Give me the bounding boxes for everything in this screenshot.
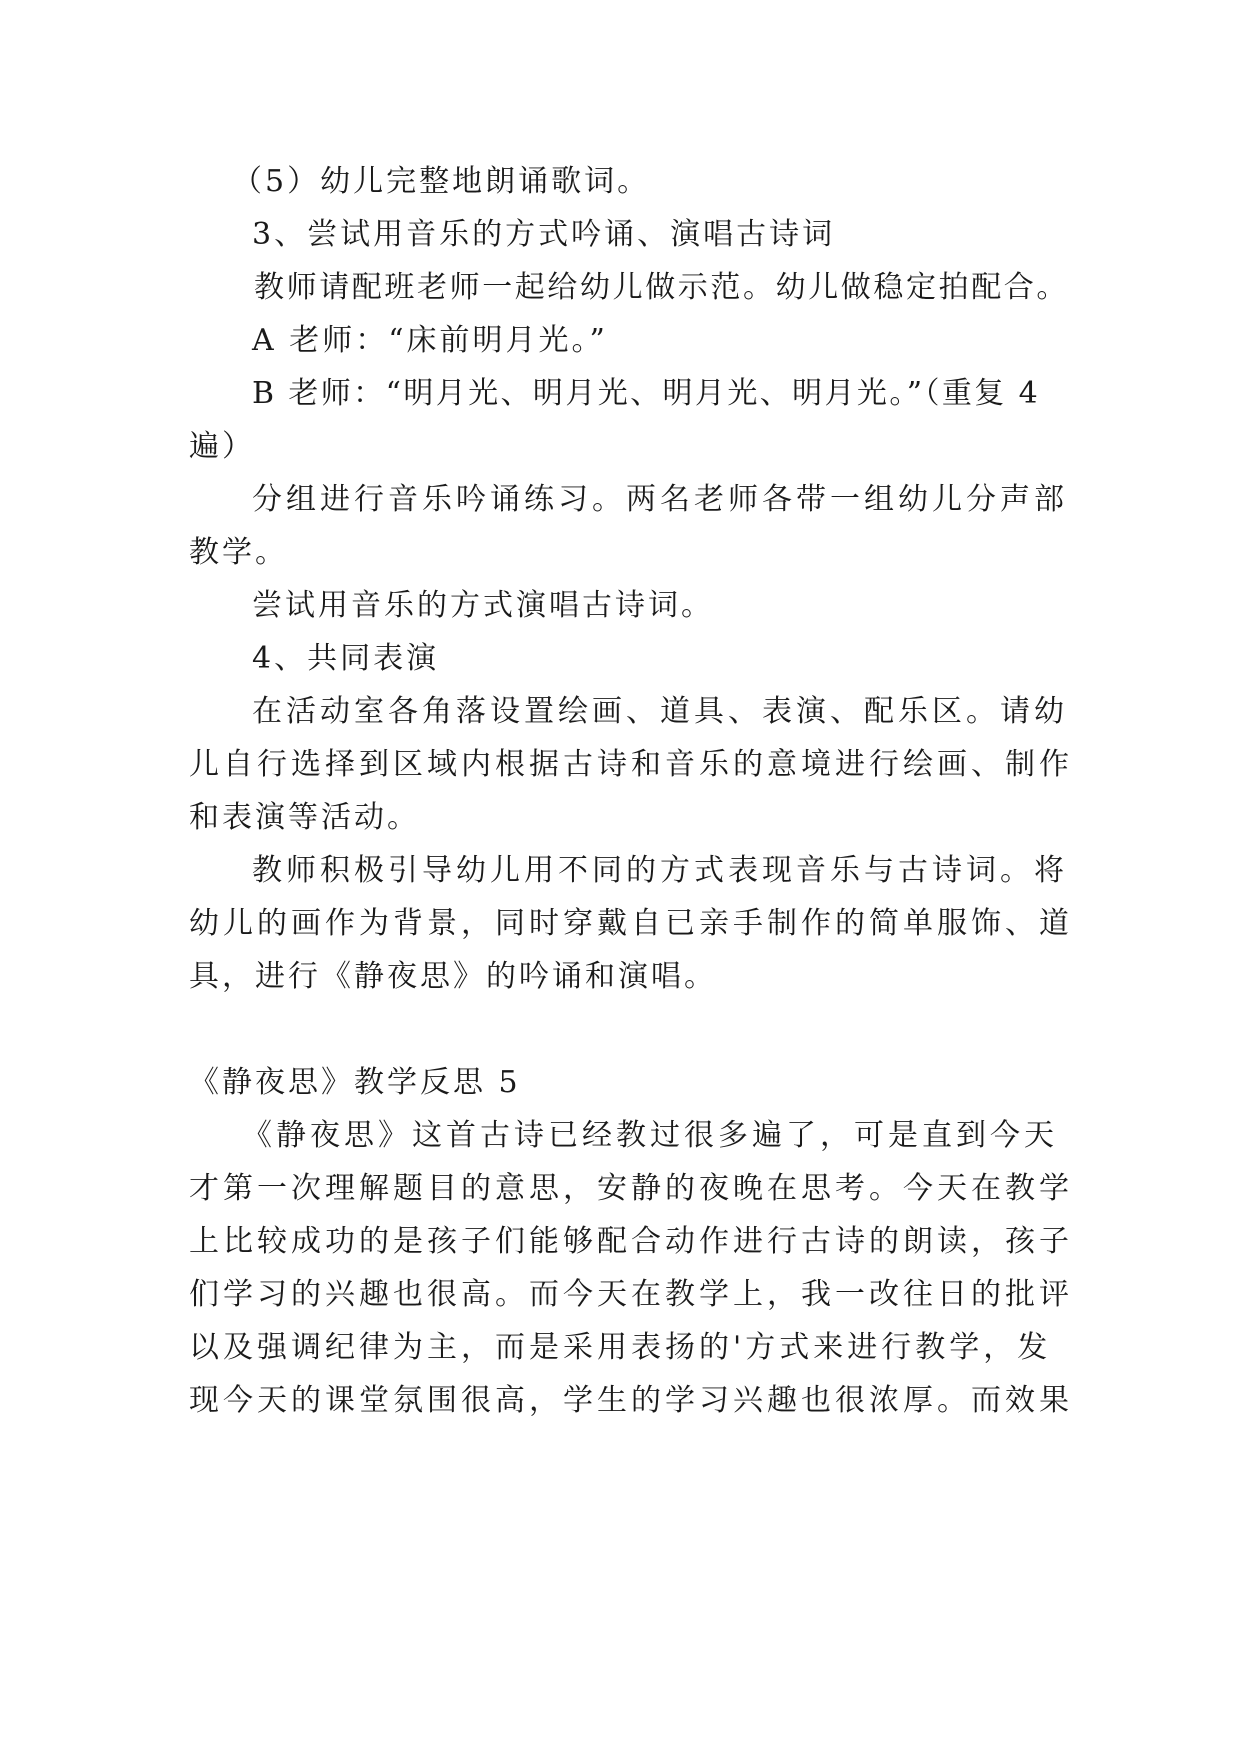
section-title: 《静夜思》教学反思 5 — [189, 1065, 521, 1100]
text-line: 们学习的兴趣也很高。而今天在教学上，我一改往日的批评 — [189, 1277, 1073, 1312]
text-line: 《静夜思》这首古诗已经教过很多遍了，可是直到今天 — [242, 1118, 1058, 1153]
text-line: 现今天的课堂氛围很高，学生的学习兴趣也很浓厚。而效果 — [189, 1383, 1073, 1418]
section-heading: 4、共同表演 — [252, 641, 440, 676]
text-line: 幼儿的画作为背景，同时穿戴自已亲手制作的简单服饰、道 — [189, 906, 1073, 941]
text-line: 儿自行选择到区域内根据古诗和音乐的意境进行绘画、制作 — [189, 747, 1073, 782]
text-line: A 老师：“床前明月光。” — [252, 323, 608, 358]
text-line: 上比较成功的是孩子们能够配合动作进行古诗的朗读，孩子 — [189, 1224, 1073, 1259]
text-line: （5）幼儿完整地朗诵歌词。 — [232, 164, 651, 199]
text-line: 尝试用音乐的方式演唱古诗词。 — [252, 588, 714, 623]
text-line: 教师请配班老师一起给幼儿做示范。幼儿做稳定拍配合。 — [254, 270, 1069, 305]
text-line: B 老师：“明月光、明月光、明月光、明月光。”（重复 4 — [252, 376, 1041, 411]
text-line: 分组进行音乐吟诵练习。两名老师各带一组幼儿分声部 — [252, 482, 1068, 517]
text-line: 在活动室各角落设置绘画、道具、表演、配乐区。请幼 — [252, 694, 1068, 729]
text-line: 教学。 — [189, 535, 288, 570]
section-heading: 3、尝试用音乐的方式吟诵、演唱古诗词 — [252, 217, 836, 252]
text-line: 才第一次理解题目的意思，安静的夜晚在思考。今天在教学 — [189, 1171, 1073, 1206]
text-line: 和表演等活动。 — [189, 800, 420, 835]
text-line: 遍） — [189, 429, 255, 464]
text-line: 以及强调纪律为主，而是采用表扬的'方式来进行教学，发 — [189, 1330, 1052, 1365]
text-line: 具，进行《静夜思》的吟诵和演唱。 — [189, 959, 717, 994]
text-line: 教师积极引导幼儿用不同的方式表现音乐与古诗词。将 — [252, 853, 1068, 888]
